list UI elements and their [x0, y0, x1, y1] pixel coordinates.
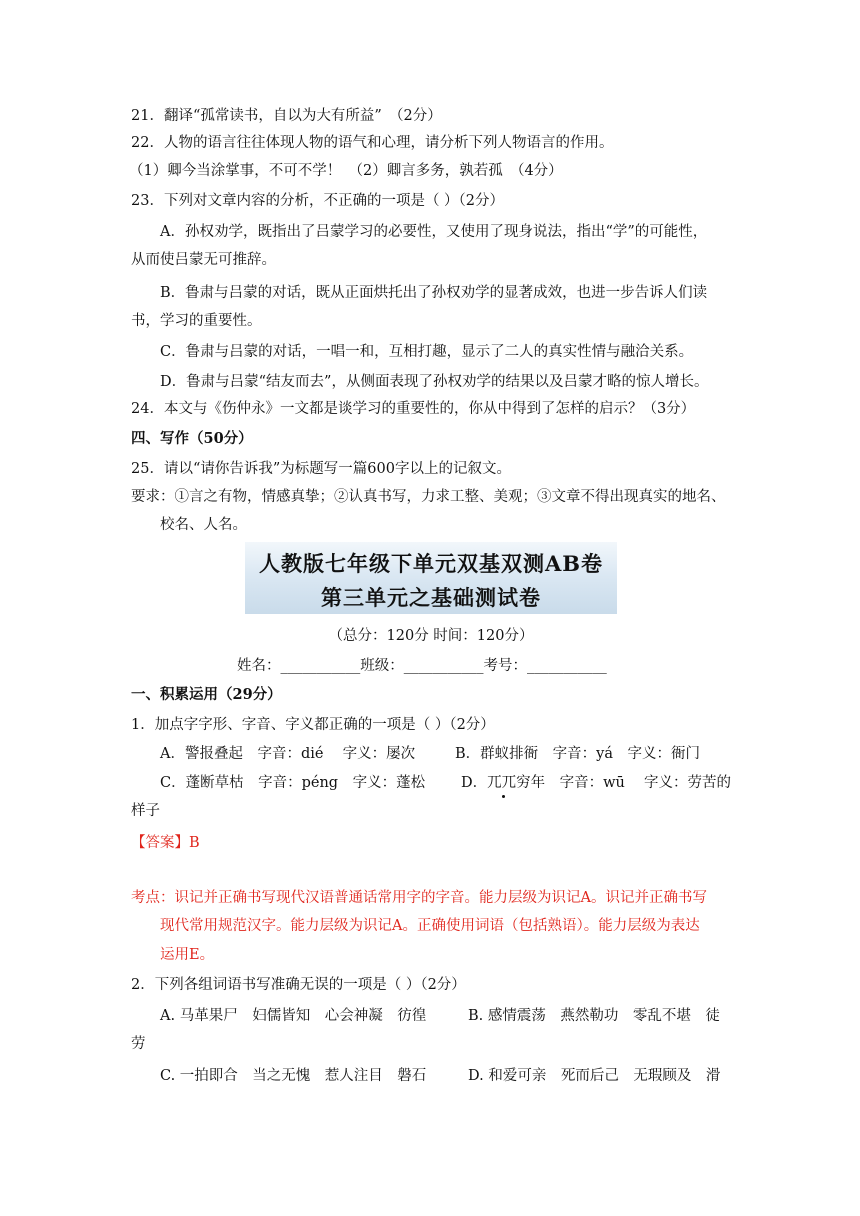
section-1-heading: 一、积累运用（29分）	[131, 686, 282, 703]
q1-option-d: D．兀兀穷年 字音：wū 字义：劳苦的	[461, 775, 731, 791]
question-24: 24．本文与《伤仲永》一文都是谈学习的重要性的，你从中得到了怎样的启示？（3分）	[131, 401, 696, 417]
q2-option-c: C. 一拍即合 当之无愧 惹人注目 磐石	[160, 1068, 427, 1084]
student-info-line: 姓名：___________班级：___________考号：___________	[237, 658, 607, 674]
q25-requirements-line1: 要求：①言之有物，情感真挚；②认真书写，力求工整、美观；③文章不得出现真实的地名、	[131, 489, 726, 505]
question-2: 2．下列各组词语书写准确无误的一项是（ ）（2分）	[131, 977, 466, 993]
exam-banner	[245, 542, 617, 614]
answer-label: 【答案】B	[131, 835, 200, 851]
banner-subtitle: 第三单元之基础测试卷	[321, 585, 541, 610]
q23-option-a-line1: A．孙权劝学，既指出了吕蒙学习的必要性，又使用了现身说法，指出“学”的可能性，	[160, 224, 708, 240]
question-1: 1．加点字字形、字音、字义都正确的一项是（ ）（2分）	[131, 717, 495, 733]
q1-option-c: C．蓬断草枯 字音：péng 字义：蓬松	[160, 775, 426, 791]
section-4-heading: 四、写作（50分）	[131, 430, 253, 447]
q2-option-b: B. 感情震荡 燕然勒功 零乱不堪 徒	[468, 1008, 720, 1024]
question-22: 22．人物的语言往往体现人物的语气和心理，请分析下列人物语言的作用。	[131, 135, 614, 151]
question-23: 23．下列对文章内容的分析，不正确的一项是（ ）（2分）	[131, 193, 505, 209]
q2-option-b-continued: 劳	[131, 1036, 146, 1052]
banner-title: 人教版七年级下单元双基双测AB卷	[258, 551, 604, 576]
q2-option-a: A. 马革果尸 妇儒皆知 心会神凝 彷徨	[160, 1008, 427, 1024]
kaodian-line1: 考点：识记并正确书写现代汉语普通话常用字的字音。能力层级为识记A。识记并正确书写	[131, 890, 707, 906]
question-21: 21．翻译“孤常读书，自以为大有所益” （2分）	[131, 108, 442, 124]
q1-option-d-continued: 样子	[131, 803, 160, 819]
question-22-sub: （1）卿今当涂掌事，不可不学！ （2）卿言多务，孰若孤 （4分）	[129, 163, 563, 179]
q23-option-d: D．鲁肃与吕蒙“结友而去”，从侧面表现了孙权劝学的结果以及吕蒙才略的惊人增长。	[160, 374, 709, 390]
q23-option-b-line2: 书，学习的重要性。	[131, 313, 262, 329]
q23-option-a-line2: 从而使吕蒙无可推辞。	[131, 252, 276, 268]
q1-option-a: A．警报叠起 字音：dié 字义：屡次	[160, 746, 416, 762]
q23-option-c: C．鲁肃与吕蒙的对话，一唱一和，互相打趣，显示了二人的真实性情与融洽关系。	[160, 344, 694, 360]
question-25: 25．请以“请你告诉我”为标题写一篇600字以上的记叙文。	[131, 461, 511, 477]
kaodian-line2: 现代常用规范汉字。能力层级为识记A。正确使用词语（包括熟语）。能力层级为表达	[160, 918, 700, 934]
q2-option-d: D. 和爱可亲 死而后己 无瑕顾及 滑	[468, 1068, 721, 1084]
q1-option-b: B．群蚁排衙 字音：yá 字义：衙门	[455, 746, 700, 762]
emphasis-dot	[502, 795, 505, 798]
q25-requirements-line2: 校名、人名。	[160, 517, 247, 533]
q23-option-b-line1: B．鲁肃与吕蒙的对话，既从正面烘托出了孙权劝学的显著成效，也进一步告诉人们读	[160, 285, 708, 301]
exam-info: （总分：120分 时间：120分）	[328, 628, 534, 644]
kaodian-line3: 运用E。	[160, 947, 215, 963]
